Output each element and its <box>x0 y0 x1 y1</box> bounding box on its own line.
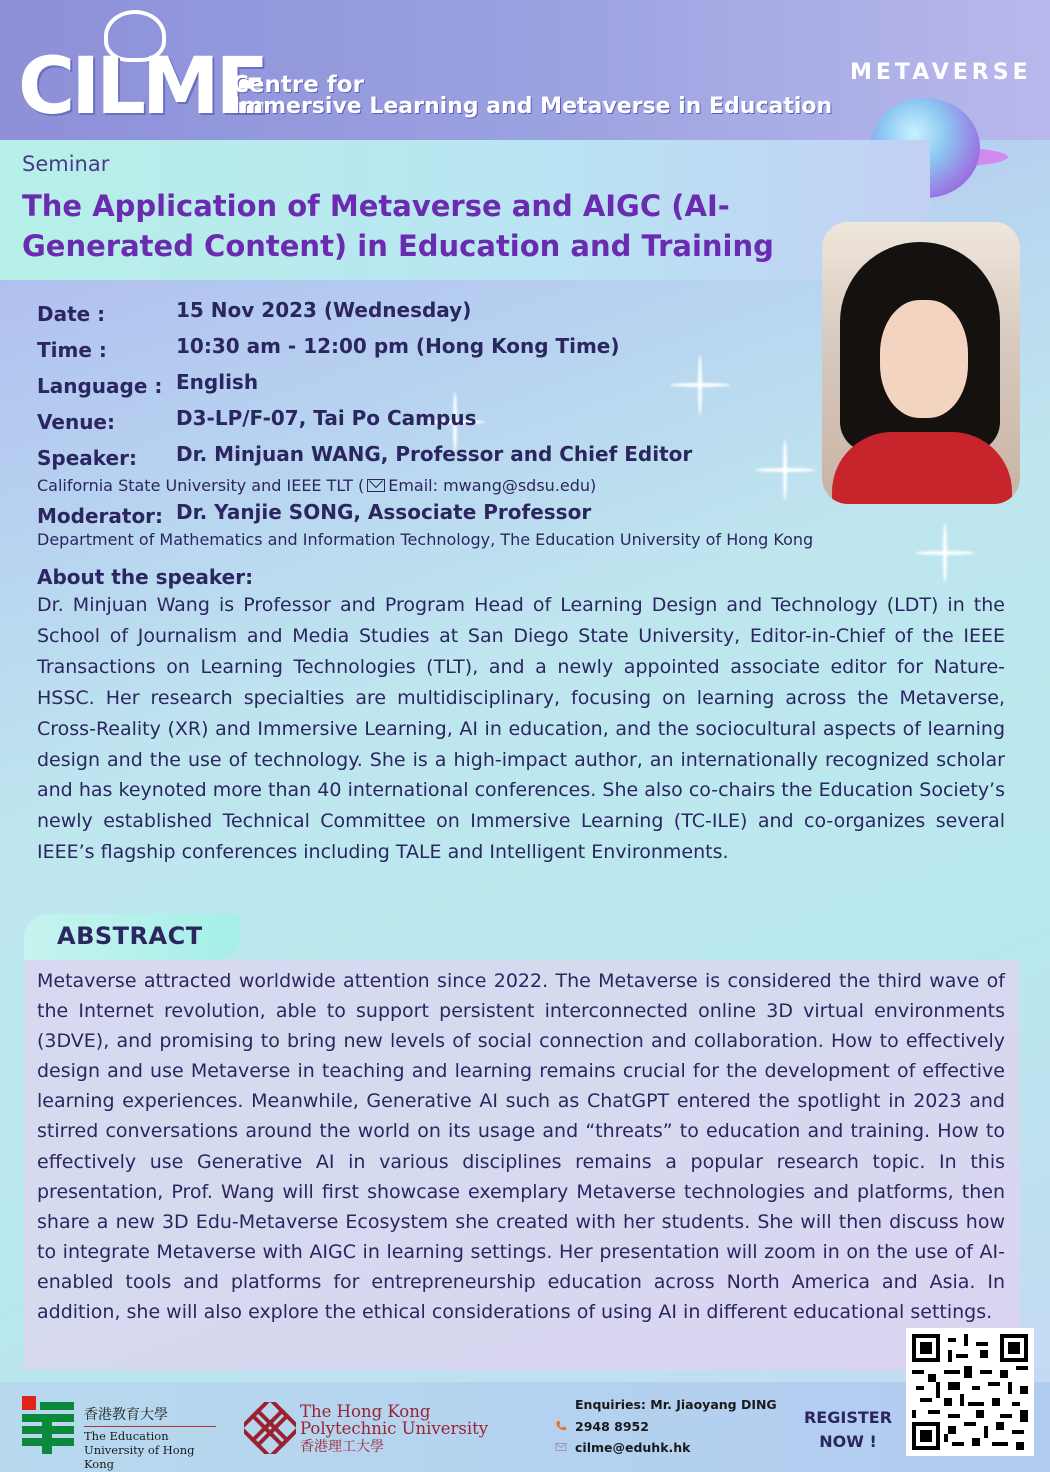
moderator-value: Dr. Yanjie SONG, Associate Professor <box>176 500 592 524</box>
time-label: Time : <box>37 338 107 362</box>
date-value: 15 Nov 2023 (Wednesday) <box>176 298 472 322</box>
speaker-value: Dr. Minjuan WANG, Professor and Chief Editor <box>176 442 693 466</box>
enquiries-phone[interactable]: 2948 8952 <box>575 1419 649 1434</box>
language-value: English <box>176 370 259 394</box>
venue-value: D3-LP/F-07, Tai Po Campus <box>176 406 477 430</box>
speaker-affiliation-text: California State University and IEEE TLT ( <box>37 476 365 495</box>
register-now-button[interactable] <box>800 1406 896 1454</box>
mail-icon <box>367 479 385 492</box>
about-heading: About the speaker: <box>37 565 254 589</box>
email-icon <box>555 1441 567 1453</box>
about-text: Dr. Minjuan Wang is Professor and Program Head of Learning Design and Technology (LDT) in the School of Journalism and Media Studies at San Diego State University, Editor-in-Chief of the IEEE Transactions on Learning Technologies (TLT), and a newly appointed associate editor for Nature-HSSC. Her research specialties are multidisciplinary, focusing on learning across the Metaverse, Cross-Reality (XR) and Immersive Learning, AI in education, and the sociocultural aspects of learning design and the use of technology. She is a high-impact author, an internationally recognized scholar and has keynoted more than 40 international conferences. She also co-chairs the Education Society’s newly established Technical Committee on Immersive Learning (TC-ILE) and co-organizes several IEEE’s flagship conferences including TALE and Intelligent Environments. <box>37 594 1005 864</box>
moderator-row <box>37 500 817 530</box>
speaker-label: Speaker: <box>37 446 137 470</box>
eduhk-name-chinese: 香港教育大學 <box>84 1407 168 1423</box>
event-kind: Seminar <box>22 152 110 176</box>
time-value: 10:30 am - 12:00 pm (Hong Kong Time) <box>176 334 620 358</box>
photo-body <box>832 432 1012 504</box>
date-row <box>37 298 817 338</box>
enquiries-email[interactable]: cilme@eduhk.hk <box>575 1440 691 1455</box>
qr-code-icon <box>912 1334 1028 1450</box>
speaker-photo <box>822 222 1020 504</box>
venue-row <box>37 406 817 446</box>
language-label: Language : <box>37 374 163 398</box>
date-label: Date : <box>37 302 106 326</box>
centre-name-line1: Centre for <box>232 72 364 98</box>
page-title: The Application of Metaverse and AIGC (AI-Generated Content) in Education and Training <box>22 189 774 263</box>
register-line1: REGISTER <box>803 1408 893 1427</box>
eduhk-name-english: The Education University of Hong Kong <box>84 1426 216 1471</box>
event-details <box>37 298 817 549</box>
eduhk-logo-icon <box>22 1396 74 1454</box>
register-line2: NOW ! <box>819 1432 877 1451</box>
moderator-affiliation: Department of Mathematics and Information Technology, The Education University of Hong Kong <box>37 530 814 549</box>
abstract-text: Metaverse attracted worldwide attention since 2022. The Metaverse is considered the third wave of the Internet revolution, able to support persistent interconnected online 3D virtual environments (3DVE), and promising to bring new levels of social connection and collaboration. How to effectively design and use Metaverse in teaching and learning remains crucial for the development of effective learning experiences. Meanwhile, Generative AI such as ChatGPT entered the spotlight in 2023 and stirred conversations around the world on its usage and “threats” to education and training. How to effectively use Generative AI in various disciplines remains a popular research topic. In this presentation, Prof. Wang will first showcase exemplary Metaverse technologies and platforms, then share a new 3D Edu-Metaverse Ecosystem she created with her students. She will then discuss how to integrate Metaverse with AIGC in learning settings. Her presentation will zoom in on the use of AI-enabled tools and platforms for entrepreneurship education across North America and Asia. In addition, she will also explore the ethical considerations of using AI in different educational settings. <box>37 970 1005 1324</box>
language-row <box>37 370 817 410</box>
cilme-logo: CILME <box>18 42 265 132</box>
polyu-logo-icon <box>244 1402 296 1454</box>
speaker-row <box>37 442 817 476</box>
metaverse-word: METAVERSE <box>850 60 1032 85</box>
polyu-name-line1: The Hong Kong <box>300 1402 431 1421</box>
phone-icon <box>555 1420 567 1432</box>
polyu-name-chinese: 香港理工大學 <box>300 1439 384 1455</box>
venue-label: Venue: <box>37 410 115 434</box>
abstract-heading: ABSTRACT <box>57 922 203 950</box>
photo-face <box>880 300 968 418</box>
centre-name-line2: Immersive Learning and Metaverse in Education <box>232 94 833 119</box>
moderator-label: Moderator: <box>37 504 164 528</box>
time-row <box>37 334 817 374</box>
speaker-email[interactable]: Email: mwang@sdsu.edu) <box>388 476 597 495</box>
registration-qr-code[interactable] <box>906 1328 1034 1456</box>
enquiries-contact: Enquiries: Mr. Jiaoyang DING <box>575 1397 777 1412</box>
polyu-name-line2: Polytechnic University <box>300 1419 489 1438</box>
